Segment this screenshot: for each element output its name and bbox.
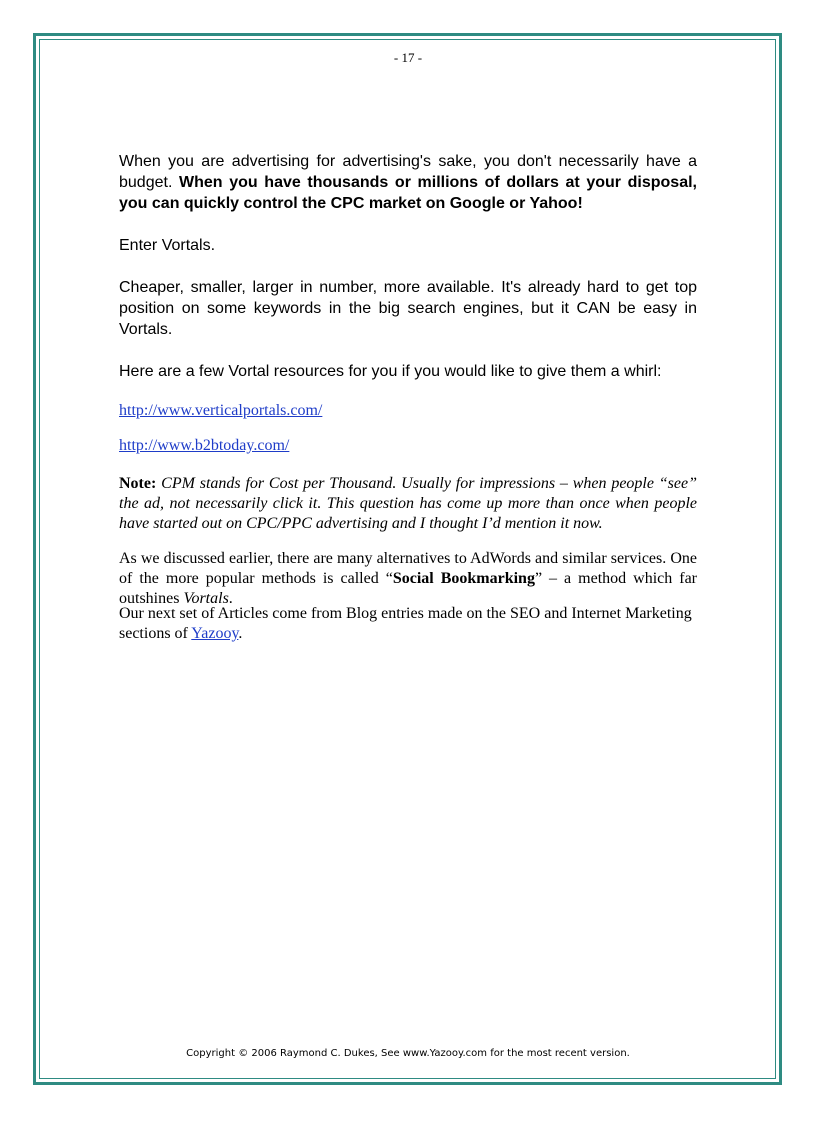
next-before: Our next set of Articles come from Blog entries made on the SEO and Internet Marketing sections of	[119, 605, 692, 642]
social-end: .	[228, 590, 233, 607]
paragraph-advertising-lead: When you are advertising for advertising's sake, you don't necessarily have a budget.	[119, 153, 697, 191]
link-verticalportals[interactable]: http://www.verticalportals.com/	[119, 402, 323, 419]
link-paragraph-b2btoday	[119, 436, 697, 456]
paragraph-enter-vortals: Enter Vortals.	[119, 237, 216, 254]
note-paragraph	[119, 474, 697, 534]
page-number: - 17 -	[393, 50, 423, 65]
paragraph-social-bookmarking	[119, 549, 697, 609]
note-text: CPM stands for Cost per Thousand. Usually for impressions – when people “see” the ad, not necessarily click it. This question has come up more than once when people have started out on CPC/PPC advertising and I thought I’d mention it now.	[119, 475, 698, 532]
paragraph-resources: Here are a few Vortal resources for you if you would like to give them a whirl:	[119, 363, 662, 380]
social-italic: Vortals	[183, 590, 229, 607]
paragraph-next-articles	[119, 604, 697, 644]
footer-copyright: Copyright © 2006 Raymond C. Dukes, See www.Yazooy.com for the most recent version.	[186, 1048, 630, 1059]
link-paragraph-verticalportals	[119, 401, 697, 421]
next-end: .	[238, 625, 243, 642]
note-label: Note:	[119, 475, 157, 492]
social-bold: Social Bookmarking	[392, 570, 535, 587]
social-before: As we discussed earlier, there are many alternatives to AdWords and similar services. One of the more popular methods is called “	[119, 550, 697, 587]
paragraph-cheaper: Cheaper, smaller, larger in number, more available. It's already hard to get top position on some keywords in the big search engines, but it CAN be easy in Vortals.	[119, 279, 697, 338]
social-after: ” – a method which far outshines	[119, 570, 698, 607]
paragraph-advertising	[119, 151, 697, 214]
link-b2btoday[interactable]: http://www.b2btoday.com/	[119, 437, 290, 454]
paragraph-advertising-bold: When you have thousands or millions of dollars at your disposal, you can quickly control the CPC market on Google or Yahoo!	[119, 174, 697, 212]
link-yazooy[interactable]: Yazooy	[191, 625, 239, 642]
